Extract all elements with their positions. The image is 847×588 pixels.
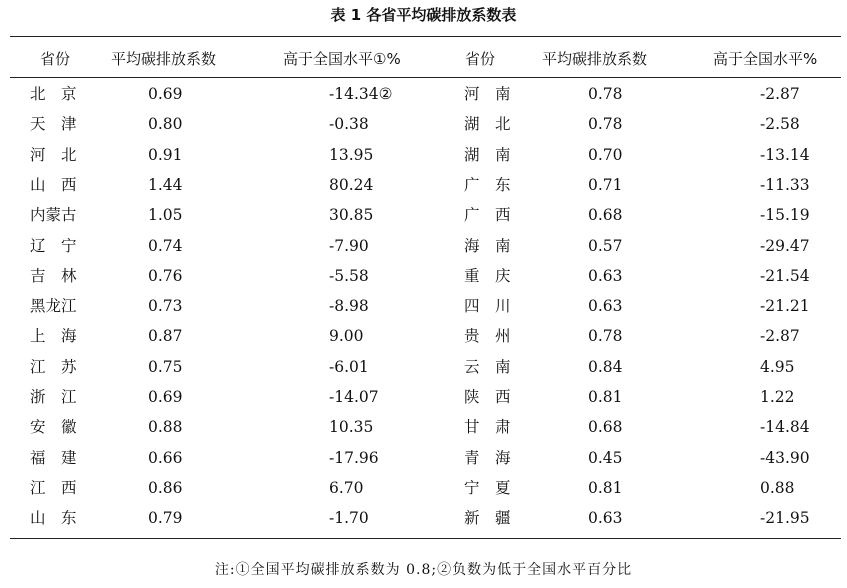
cell-province: 江 西 bbox=[30, 478, 77, 497]
cell-coef: 0.84 bbox=[588, 357, 623, 376]
cell-coef: 0.78 bbox=[588, 327, 623, 346]
cell-province: 北 京 bbox=[30, 85, 77, 103]
cell-above: -14.84 bbox=[760, 418, 810, 437]
cell-province: 安 徽 bbox=[30, 418, 77, 437]
cell-province: 宁 夏 bbox=[464, 478, 511, 497]
header-coef-2: 平均碳排放系数 bbox=[542, 50, 648, 68]
cell-province: 陕 西 bbox=[464, 388, 511, 406]
cell-coef: 0.88 bbox=[148, 418, 183, 437]
cell-coef: 0.68 bbox=[588, 206, 623, 225]
cell-coef: 0.71 bbox=[588, 175, 623, 194]
bottom-rule bbox=[10, 538, 841, 539]
cell-coef: 1.05 bbox=[148, 206, 183, 225]
table-title: 表 1 各省平均碳排放系数表 bbox=[330, 6, 517, 24]
cell-province: 浙 江 bbox=[30, 388, 77, 406]
table-note: 注:①全国平均碳排放系数为 0.8;②负数为低于全国水平百分比 bbox=[214, 562, 633, 578]
header-province-2: 省份 bbox=[465, 50, 496, 68]
cell-above: -21.95 bbox=[760, 509, 810, 528]
cell-above: 6.70 bbox=[329, 478, 364, 497]
header-province: 省份 bbox=[40, 50, 71, 68]
cell-above: -17.96 bbox=[329, 448, 379, 467]
cell-coef: 0.74 bbox=[148, 236, 183, 255]
cell-province: 四 川 bbox=[464, 297, 511, 316]
cell-coef: 0.78 bbox=[588, 85, 623, 103]
cell-province: 山 东 bbox=[30, 509, 77, 528]
cell-above: -8.98 bbox=[329, 297, 369, 316]
cell-above: -7.90 bbox=[329, 236, 369, 255]
cell-province: 吉 林 bbox=[30, 266, 77, 285]
cell-province: 福 建 bbox=[30, 448, 77, 467]
cell-above: 30.85 bbox=[329, 206, 374, 225]
cell-above: 80.24 bbox=[329, 175, 374, 194]
cell-coef: 0.66 bbox=[148, 448, 183, 467]
cell-province: 甘 肃 bbox=[464, 418, 511, 437]
cell-coef: 0.81 bbox=[588, 388, 623, 406]
header-above-2: 高于全国水平% bbox=[713, 50, 818, 68]
cell-coef: 0.73 bbox=[148, 297, 183, 316]
cell-province: 江 苏 bbox=[30, 357, 77, 376]
cell-coef: 0.78 bbox=[588, 115, 623, 134]
cell-above: -2.87 bbox=[760, 327, 800, 346]
cell-above: -14.07 bbox=[329, 388, 379, 406]
cell-above: 10.35 bbox=[329, 418, 374, 437]
cell-coef: 0.68 bbox=[588, 418, 623, 437]
header-coef: 平均碳排放系数 bbox=[111, 50, 217, 68]
cell-coef: 0.69 bbox=[148, 388, 183, 406]
cell-province: 贵 州 bbox=[464, 327, 511, 346]
cell-coef: 0.45 bbox=[588, 448, 623, 467]
cell-province: 湖 南 bbox=[464, 145, 511, 164]
cell-coef: 0.80 bbox=[148, 115, 183, 134]
cell-province: 广 西 bbox=[464, 206, 511, 225]
cell-province: 山 西 bbox=[30, 175, 77, 194]
cell-province: 天 津 bbox=[30, 115, 77, 134]
cell-province: 湖 北 bbox=[464, 115, 511, 134]
cell-above: -2.87 bbox=[760, 85, 800, 103]
cell-above: -14.34② bbox=[329, 85, 393, 103]
cell-province: 河 南 bbox=[464, 85, 511, 103]
cell-coef: 0.70 bbox=[588, 145, 623, 164]
cell-province: 新 疆 bbox=[464, 509, 511, 528]
cell-above: 13.95 bbox=[329, 145, 374, 164]
header-above: 高于全国水平①% bbox=[283, 50, 401, 68]
cell-province: 重 庆 bbox=[464, 266, 511, 285]
cell-province: 青 海 bbox=[464, 448, 511, 467]
cell-province: 上 海 bbox=[30, 327, 77, 346]
cell-above: 9.00 bbox=[329, 327, 364, 346]
cell-coef: 0.91 bbox=[148, 145, 183, 164]
cell-above: 4.95 bbox=[760, 357, 795, 376]
cell-above: -11.33 bbox=[760, 175, 810, 194]
cell-above: -29.47 bbox=[760, 236, 810, 255]
cell-province: 黑龙江 bbox=[30, 297, 77, 316]
cell-province: 内蒙古 bbox=[30, 206, 77, 225]
cell-province: 辽 宁 bbox=[30, 236, 77, 255]
cell-above: 1.22 bbox=[760, 388, 795, 406]
cell-province: 河 北 bbox=[30, 145, 77, 164]
cell-coef: 0.75 bbox=[148, 357, 183, 376]
cell-province: 云 南 bbox=[464, 357, 511, 376]
cell-coef: 0.79 bbox=[148, 509, 183, 528]
cell-above: -21.54 bbox=[760, 266, 810, 285]
cell-above: -43.90 bbox=[760, 448, 810, 467]
cell-above: -13.14 bbox=[760, 145, 810, 164]
header-rule bbox=[10, 77, 841, 78]
cell-coef: 0.63 bbox=[588, 509, 623, 528]
cell-coef: 1.44 bbox=[148, 175, 183, 194]
cell-above: -5.58 bbox=[329, 266, 369, 285]
cell-above: -0.38 bbox=[329, 115, 369, 134]
cell-coef: 0.76 bbox=[148, 266, 183, 285]
cell-coef: 0.86 bbox=[148, 478, 183, 497]
cell-above: -2.58 bbox=[760, 115, 800, 134]
cell-above: -1.70 bbox=[329, 509, 369, 528]
cell-province: 广 东 bbox=[464, 175, 511, 194]
cell-coef: 0.69 bbox=[148, 85, 183, 103]
cell-above: -6.01 bbox=[329, 357, 369, 376]
cell-above: -21.21 bbox=[760, 297, 810, 316]
cell-coef: 0.87 bbox=[148, 327, 183, 346]
cell-coef: 0.63 bbox=[588, 297, 623, 316]
cell-above: 0.88 bbox=[760, 478, 795, 497]
cell-coef: 0.63 bbox=[588, 266, 623, 285]
top-rule bbox=[10, 36, 841, 37]
cell-above: -15.19 bbox=[760, 206, 810, 225]
cell-coef: 0.81 bbox=[588, 478, 623, 497]
cell-province: 海 南 bbox=[464, 236, 511, 255]
cell-coef: 0.57 bbox=[588, 236, 623, 255]
